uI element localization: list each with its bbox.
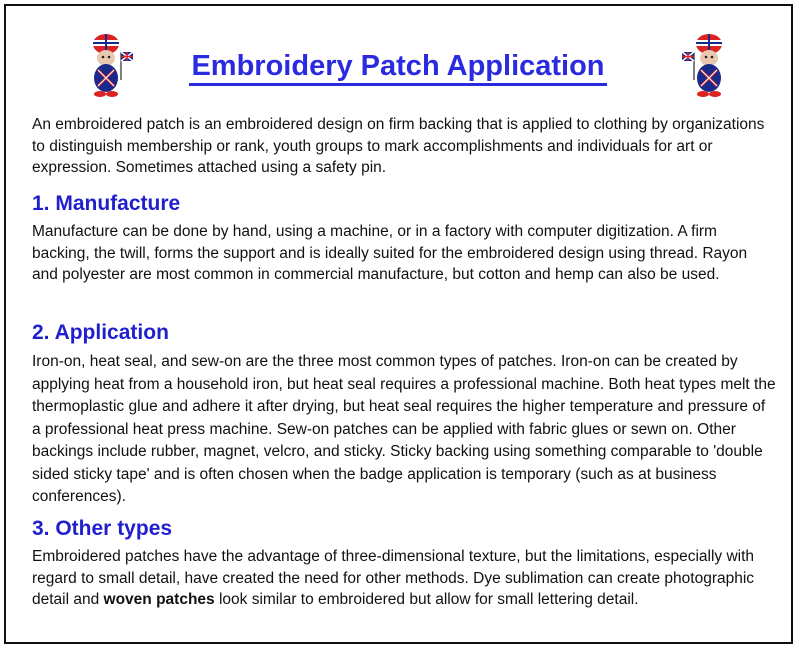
page-frame (4, 4, 793, 644)
page-title: Embroidery Patch Application (24, 50, 772, 83)
section-heading-manufacture: 1. Manufacture (32, 192, 181, 215)
woven-patches-bold: woven patches (103, 591, 215, 608)
section-heading-application: 2. Application (32, 321, 169, 344)
mascot-bear-icon (682, 30, 738, 100)
page-header (24, 30, 772, 100)
intro-paragraph: An embroidered patch is an embroidered design on firm backing that is applied to clothing by organizations to distinguish membership or rank, youth groups to mark accomplishments and individuals for art or expression. Sometimes attached using a safety pin. (32, 116, 765, 176)
section-body-application: Iron-on, heat seal, and sew-on are the three most common types of patches. Iron-on can be created by applying heat from a household iron, but heat seal requires a professional machine. Both heat types melt the thermoplastic glue and adhere it after drying, but heat seal requires the higher temperature and pressure of a professional heat press machine. Sew-on patches can be applied with fabric glues or sewn on. Other backings include rubber, magnet, velcro, and sticky. Sticky backing using something comparable to 'double sided sticky tape' and is often chosen when the badge application is temporary (such as at business conferences). (32, 353, 776, 505)
section-heading-other-types: 3. Other types (32, 517, 173, 540)
section-body-manufacture: Manufacture can be done by hand, using a machine, or in a factory with computer digitization. A firm backing, the twill, forms the support and is ideally suited for the embroidered design using thread. Rayon and polyester are most common in commercial manufacture, but cotton and hemp can also be used. (32, 223, 748, 283)
section-body-other-types (32, 546, 776, 611)
body-text-before: Embroidered patches have the advantage of three-dimensional texture, but the limitations, especially with regard to small detail, have created the need for other methods. Dye sublimation can create photographic detail and (32, 548, 755, 608)
body-text-after: look similar to embroidered but allow for small lettering detail. (214, 591, 639, 608)
